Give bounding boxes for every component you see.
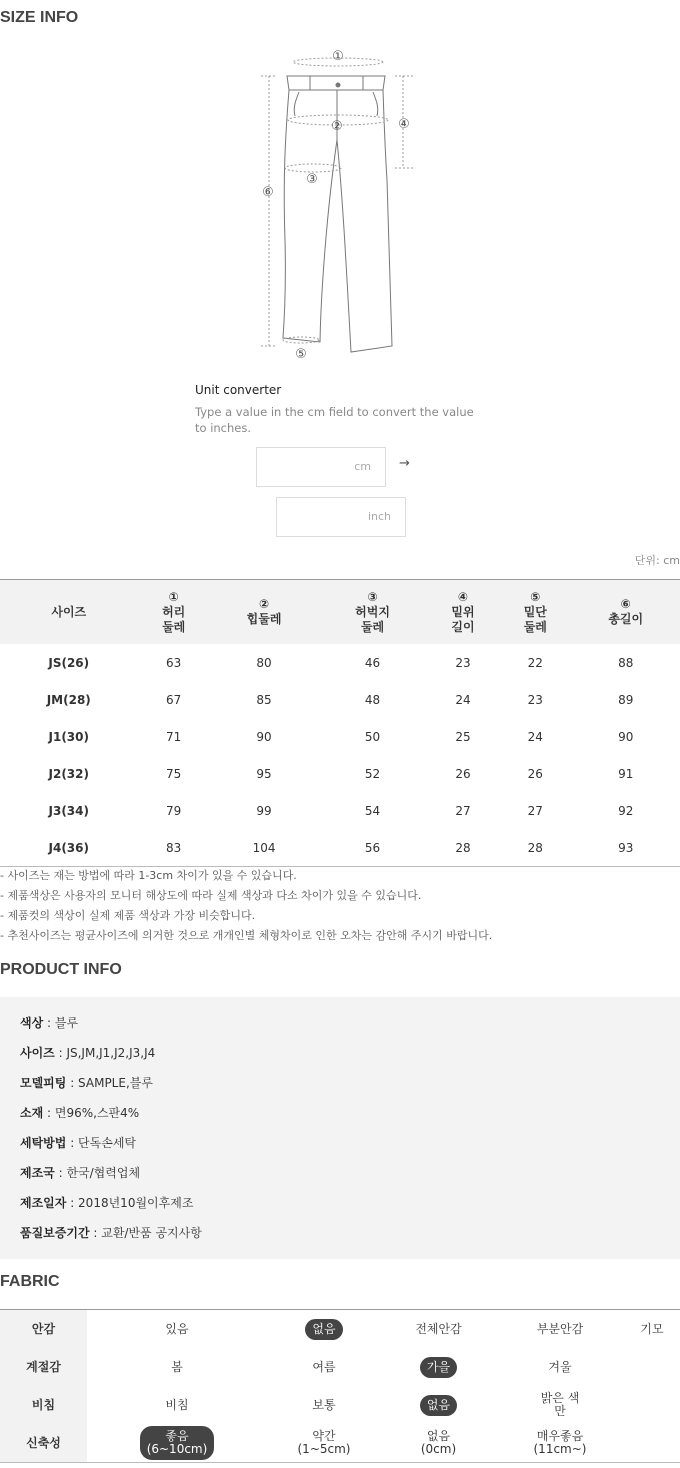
cm-input[interactable] <box>256 447 386 487</box>
measurement-cell: 27 <box>527 803 543 818</box>
inch-input[interactable] <box>276 497 406 537</box>
fabric-row-label: 계절감 <box>0 1348 87 1386</box>
fabric-row <box>0 1348 680 1386</box>
product-info-row: 품질보증기간 : 교환/반품 공지사항 <box>20 1226 202 1240</box>
size-label: J1(30) <box>48 729 89 744</box>
fabric-option-selected <box>305 1319 342 1340</box>
product-info-value: 교환/반품 공지사항 <box>101 1226 202 1240</box>
product-info-row: 제조일자 : 2018년10월이후제조 <box>20 1196 194 1210</box>
option-label: 없음 <box>312 1321 336 1336</box>
size-table-header <box>138 580 210 645</box>
fabric-option-text <box>267 1399 381 1412</box>
measurement-cell: 24 <box>527 729 543 744</box>
fabric-option <box>381 1424 496 1463</box>
product-info-value: SAMPLE,블루 <box>78 1076 153 1090</box>
fabric-option <box>624 1310 680 1349</box>
header-line1: 힙둘레 <box>246 612 282 626</box>
option-label: 없음 <box>426 1397 451 1412</box>
header-num: ④ <box>457 589 469 604</box>
marker-5: ⑤ <box>295 347 307 362</box>
product-info-value: 한국/협력업체 <box>66 1166 141 1180</box>
product-info-row: 소재 : 면96%,스판4% <box>20 1106 140 1120</box>
size-table <box>0 579 680 867</box>
fabric-title: FABRIC <box>0 1273 60 1290</box>
header-num: ① <box>168 589 179 604</box>
fabric-option <box>87 1386 267 1424</box>
product-info-row: 제조국 : 한국/협력업체 <box>20 1166 141 1180</box>
fabric-option-selected <box>420 1357 457 1378</box>
fabric-option-text <box>496 1392 624 1418</box>
measurement-cell: 75 <box>166 766 182 781</box>
product-info-label: 모델피팅 <box>20 1076 67 1090</box>
note-line: - 추천사이즈는 평균사이즈에 의거한 것으로 개개인별 체형차이로 인한 오차는 감안해 주시기 바랍니다. <box>0 929 493 942</box>
measurement-cell: 88 <box>618 655 634 670</box>
fabric-row <box>0 1310 680 1349</box>
fabric-option <box>624 1424 680 1463</box>
measurement-cell: 90 <box>618 729 634 744</box>
fabric-option <box>624 1348 680 1386</box>
header-num: ⑥ <box>620 597 631 611</box>
fabric-option <box>87 1424 267 1463</box>
product-info-label: 소재 <box>20 1106 44 1120</box>
size-table-header <box>427 580 499 645</box>
header-line2: 둘레 <box>523 619 547 634</box>
fabric-option <box>87 1348 267 1386</box>
header-line1: 허벅지 <box>355 604 390 619</box>
measurement-cell: 83 <box>166 840 182 855</box>
product-info-value: 단독손세탁 <box>78 1136 137 1150</box>
measurement-cell: 93 <box>618 840 634 855</box>
option-label: 비침 <box>165 1397 189 1412</box>
option-sublabel: 만 <box>554 1404 566 1418</box>
product-info-label: 제조일자 <box>20 1196 67 1210</box>
measurement-cell: 54 <box>364 803 381 818</box>
header-line1: 허리 <box>162 604 186 619</box>
measurement-cell: 23 <box>527 692 543 707</box>
inch-placeholder: inch <box>367 510 391 523</box>
measurement-cell: 46 <box>364 655 381 670</box>
product-info-label: 제조국 <box>20 1166 55 1180</box>
header-line2: 둘레 <box>360 619 385 634</box>
note-line: - 제품색상은 사용자의 모니터 해상도에 따라 실제 색상과 다소 차이가 있을 수 있습니다. <box>0 889 422 902</box>
product-info-value: JS,JM,J1,J2,J3,J4 <box>66 1046 156 1060</box>
fabric-option <box>496 1348 624 1386</box>
size-label: J4(36) <box>48 840 89 855</box>
option-sublabel: (11cm~) <box>533 1442 587 1456</box>
fabric-option <box>496 1310 624 1349</box>
fabric-option-text <box>87 1323 267 1336</box>
option-label: 약간 <box>312 1429 336 1443</box>
table-row <box>0 718 680 755</box>
header-line1: 밑위 <box>451 604 475 619</box>
measurement-cell: 95 <box>256 766 272 781</box>
product-info-row: 모델피팅 : SAMPLE,블루 <box>20 1076 153 1090</box>
measurement-cell: 52 <box>364 766 381 781</box>
measurement-cell: 85 <box>256 692 272 707</box>
header-line1: 총길이 <box>608 612 644 626</box>
header-line1: 사이즈 <box>51 604 87 619</box>
header-num: ③ <box>367 589 378 604</box>
table-row <box>0 792 680 829</box>
product-info-title: PRODUCT INFO <box>0 961 122 978</box>
option-label: 가을 <box>426 1359 451 1374</box>
product-info-value: 블루 <box>54 1016 79 1030</box>
option-label: 좋음 <box>165 1429 189 1443</box>
measurement-cell: 26 <box>455 766 471 781</box>
marker-6: ⑥ <box>262 185 274 200</box>
measurement-cell: 79 <box>166 803 182 818</box>
fabric-row-label: 안감 <box>0 1310 87 1349</box>
option-label: 있음 <box>165 1321 189 1336</box>
fabric-row <box>0 1424 680 1463</box>
product-info-panel <box>0 997 680 1259</box>
measurement-cell: 63 <box>166 655 182 670</box>
measurement-cell: 91 <box>618 766 634 781</box>
option-sublabel: (0cm) <box>420 1442 457 1456</box>
measurement-cell: 99 <box>256 803 272 818</box>
option-label: 밝은 색 <box>540 1391 580 1405</box>
unit-converter-description: Type a value in the cm field to convert the value to inches. <box>195 405 474 435</box>
size-table-header <box>210 580 318 645</box>
measurement-cell: 92 <box>618 803 634 818</box>
fabric-option <box>267 1310 381 1349</box>
marker-4: ④ <box>398 117 410 132</box>
measurement-cell: 104 <box>252 840 276 855</box>
option-label: 겨울 <box>548 1359 572 1374</box>
fabric-option-text <box>624 1323 680 1336</box>
product-info-label: 사이즈 <box>20 1046 55 1060</box>
marker-3: ③ <box>306 172 318 187</box>
size-table-header <box>318 580 426 645</box>
product-info-value: 면96%,스판4% <box>54 1106 140 1120</box>
option-label: 부분안감 <box>536 1321 584 1336</box>
fabric-option <box>381 1348 496 1386</box>
option-label: 없음 <box>426 1429 451 1443</box>
size-table-header <box>499 580 571 645</box>
measurement-cell: 89 <box>618 692 634 707</box>
measurement-cell: 28 <box>527 840 543 855</box>
measurement-cell: 50 <box>364 729 381 744</box>
table-row <box>0 755 680 792</box>
table-row <box>0 829 680 867</box>
fabric-option-text <box>267 1361 381 1374</box>
fabric-option <box>496 1386 624 1424</box>
option-sublabel: (6~10cm) <box>146 1442 208 1456</box>
measurement-cell: 80 <box>256 655 272 670</box>
measurement-cell: 25 <box>455 729 471 744</box>
header-line1: 밑단 <box>523 604 547 619</box>
product-info-row: 사이즈 : JS,JM,J1,J2,J3,J4 <box>20 1046 156 1060</box>
header-num: ② <box>258 597 270 611</box>
fabric-option-selected <box>420 1395 457 1416</box>
fabric-option-text <box>496 1361 624 1374</box>
product-info-value: 2018년10월이후제조 <box>78 1196 194 1210</box>
measurement-cell: 22 <box>527 655 543 670</box>
size-label: JS(26) <box>48 655 90 670</box>
measurement-cell: 24 <box>455 692 471 707</box>
header-line2: 둘레 <box>162 619 186 634</box>
fabric-option <box>381 1310 496 1349</box>
fabric-option <box>267 1424 381 1463</box>
option-label: 전체안감 <box>415 1321 462 1336</box>
product-info-label: 품질보증기간 <box>20 1226 90 1240</box>
measurement-cell: 26 <box>527 766 543 781</box>
option-label: 기모 <box>640 1321 664 1336</box>
product-info-label: 색상 <box>20 1016 44 1030</box>
measurement-cell: 27 <box>455 803 471 818</box>
option-label: 봄 <box>171 1359 183 1374</box>
header-num: ⑤ <box>530 589 541 604</box>
fabric-option-text <box>496 1430 624 1456</box>
size-table-header <box>0 580 138 645</box>
fabric-row <box>0 1386 680 1424</box>
marker-1: ① <box>332 49 344 64</box>
fabric-option-text <box>381 1323 496 1336</box>
fabric-option <box>624 1386 680 1424</box>
unit-converter-title: Unit converter <box>195 383 282 397</box>
fabric-option-text <box>87 1399 267 1412</box>
product-info-label: 세탁방법 <box>20 1136 67 1150</box>
measurement-cell: 56 <box>364 840 381 855</box>
fabric-option-text <box>267 1430 381 1456</box>
size-label: J3(34) <box>48 803 89 818</box>
table-row <box>0 681 680 718</box>
fabric-row-label: 비침 <box>0 1386 87 1424</box>
fabric-option <box>381 1386 496 1424</box>
pants-measurement-diagram <box>255 40 425 370</box>
table-row <box>0 644 680 681</box>
option-label: 여름 <box>312 1359 336 1374</box>
option-sublabel: (1~5cm) <box>297 1442 351 1456</box>
fabric-row-label: 신축성 <box>0 1424 87 1463</box>
product-info-row: 색상 : 블루 <box>20 1016 79 1030</box>
note-line: - 사이즈는 재는 방법에 따라 1-3cm 차이가 있을 수 있습니다. <box>0 869 297 882</box>
fabric-option <box>267 1386 381 1424</box>
unit-note: 단위: cm <box>634 554 680 567</box>
fabric-option <box>87 1310 267 1349</box>
fabric-table <box>0 1309 680 1463</box>
size-info-title: SIZE INFO <box>0 9 79 26</box>
fabric-option-text <box>87 1361 267 1374</box>
fabric-option <box>267 1348 381 1386</box>
header-line2: 길이 <box>451 619 475 634</box>
fabric-option-text <box>381 1430 496 1456</box>
convert-arrow-icon: → <box>399 456 410 471</box>
cm-placeholder: cm <box>354 460 371 473</box>
measurement-cell: 90 <box>256 729 272 744</box>
measurement-cell: 23 <box>455 655 471 670</box>
measurement-cell: 71 <box>166 729 182 744</box>
option-label: 매우좋음 <box>536 1429 584 1443</box>
option-label: 보통 <box>312 1397 336 1412</box>
size-table-header <box>571 580 680 645</box>
measurement-cell: 67 <box>166 692 182 707</box>
size-notes <box>0 866 492 946</box>
measurement-cell: 28 <box>455 840 471 855</box>
note-line: - 제품컷의 색상이 실제 제품 색상과 가장 비슷합니다. <box>0 909 256 922</box>
size-label: J2(32) <box>48 766 89 781</box>
fabric-option-selected <box>140 1426 215 1460</box>
fabric-option <box>496 1424 624 1463</box>
marker-2: ② <box>331 119 343 134</box>
measurement-cell: 48 <box>364 692 381 707</box>
fabric-option-text <box>496 1323 624 1336</box>
product-info-row: 세탁방법 : 단독손세탁 <box>20 1136 137 1150</box>
size-label: JM(28) <box>46 692 91 707</box>
